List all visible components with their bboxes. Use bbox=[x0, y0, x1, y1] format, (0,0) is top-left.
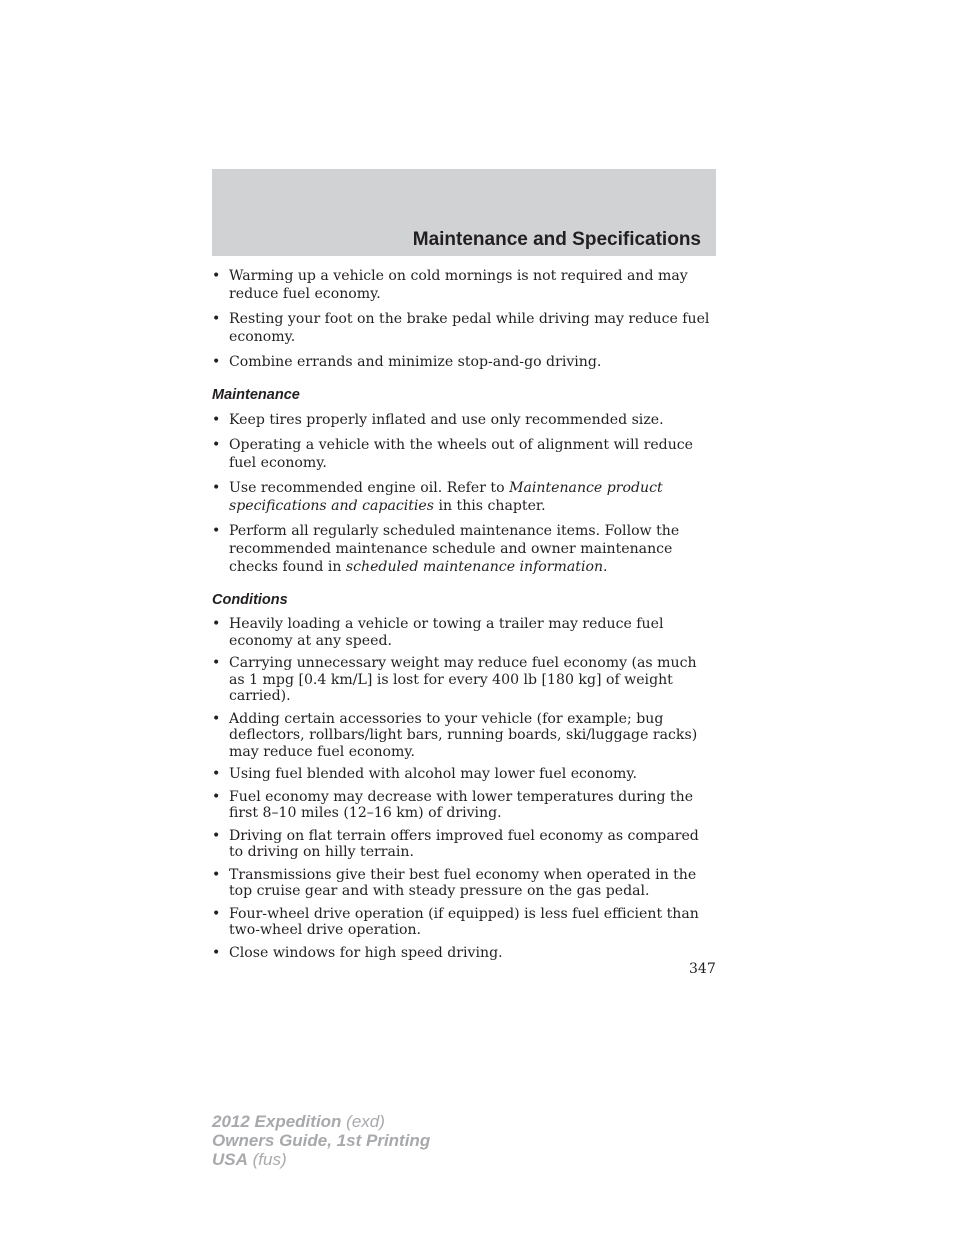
list-item: • Fuel economy may decrease with lower temperatures during the first 8–10 miles (12–16 km) of driving. bbox=[212, 788, 694, 821]
list-item: • Keep tires properly inflated and use only recommended size. bbox=[212, 412, 664, 428]
list-item: • Close windows for high speed driving. bbox=[212, 944, 503, 961]
page-number: 347 bbox=[689, 961, 716, 977]
list-item: • Operating a vehicle with the wheels out of alignment will reduce fuel economy. bbox=[212, 437, 693, 471]
bullet-icon: • bbox=[212, 766, 221, 782]
list-item: • Transmissions give their best fuel economy when operated in the top cruise gear and with steady pressure on the gas pedal. bbox=[212, 866, 697, 899]
bullet-icon: • bbox=[212, 788, 221, 805]
list-item: • Four-wheel drive operation (if equipped) is less fuel efficient than two-wheel drive operation. bbox=[212, 905, 699, 938]
maintenance-heading: Maintenance bbox=[212, 387, 300, 403]
conditions-heading: Conditions bbox=[212, 592, 288, 608]
cross-reference-link[interactable]: scheduled maintenance information bbox=[345, 559, 604, 575]
footer-line-edition: Owners Guide, 1st Printing bbox=[212, 1131, 431, 1150]
list-item: • Combine errands and minimize stop-and-go driving. bbox=[212, 354, 602, 370]
bullet-icon: • bbox=[212, 523, 221, 539]
bullet-icon: • bbox=[212, 944, 221, 961]
intro-bullet-list bbox=[212, 267, 716, 371]
footer-line-model: 2012 Expedition (exd) bbox=[212, 1112, 385, 1131]
bullet-icon: • bbox=[212, 655, 221, 671]
list-item: • Use recommended engine oil. Refer to Maintenance product specifications and capacities in this chapter. bbox=[212, 480, 663, 514]
bullet-icon: • bbox=[212, 710, 221, 727]
list-item: • Heavily loading a vehicle or towing a trailer may reduce fuel economy at any speed. bbox=[212, 616, 664, 649]
list-item: • Resting your foot on the brake pedal while driving may reduce fuel economy. bbox=[212, 311, 710, 345]
list-item: • Adding certain accessories to your vehicle (for example; bug deflectors, rollbars/light bars, running boards, ski/luggage racks) may reduce fuel economy. bbox=[212, 710, 698, 760]
list-item: • Perform all regularly scheduled maintenance items. Follow the recommended maintenance schedule and owner maintenance checks found in scheduled maintenance information. bbox=[212, 523, 680, 575]
bullet-icon: • bbox=[212, 268, 221, 284]
section-title: Maintenance and Specifications bbox=[412, 229, 701, 250]
section-header-band bbox=[212, 169, 716, 256]
bullet-icon: • bbox=[212, 354, 221, 370]
page-content bbox=[212, 267, 716, 967]
bullet-icon: • bbox=[212, 905, 221, 922]
bullet-icon: • bbox=[212, 437, 221, 453]
list-item: • Using fuel blended with alcohol may lower fuel economy. bbox=[212, 766, 637, 782]
bullet-icon: • bbox=[212, 480, 221, 496]
list-item: • Warming up a vehicle on cold mornings is not required and may reduce fuel economy. bbox=[212, 268, 688, 302]
cross-reference-link[interactable]: Maintenance product specifications and capacities bbox=[229, 480, 663, 514]
document-footer bbox=[212, 1112, 430, 1169]
conditions-bullet-list bbox=[212, 616, 716, 961]
maintenance-bullet-list bbox=[212, 411, 716, 576]
bullet-icon: • bbox=[212, 311, 221, 327]
list-item: • Carrying unnecessary weight may reduce fuel economy (as much as 1 mpg [0.4 km/L] is lost for every 400 lb [180 kg] of weight carried). bbox=[212, 655, 697, 704]
list-item: • Driving on flat terrain offers improved fuel economy as compared to driving on hilly terrain. bbox=[212, 827, 699, 860]
bullet-icon: • bbox=[212, 412, 221, 428]
footer-line-market: USA (fus) bbox=[212, 1150, 287, 1169]
bullet-icon: • bbox=[212, 616, 221, 632]
bullet-icon: • bbox=[212, 827, 221, 844]
bullet-icon: • bbox=[212, 866, 221, 883]
